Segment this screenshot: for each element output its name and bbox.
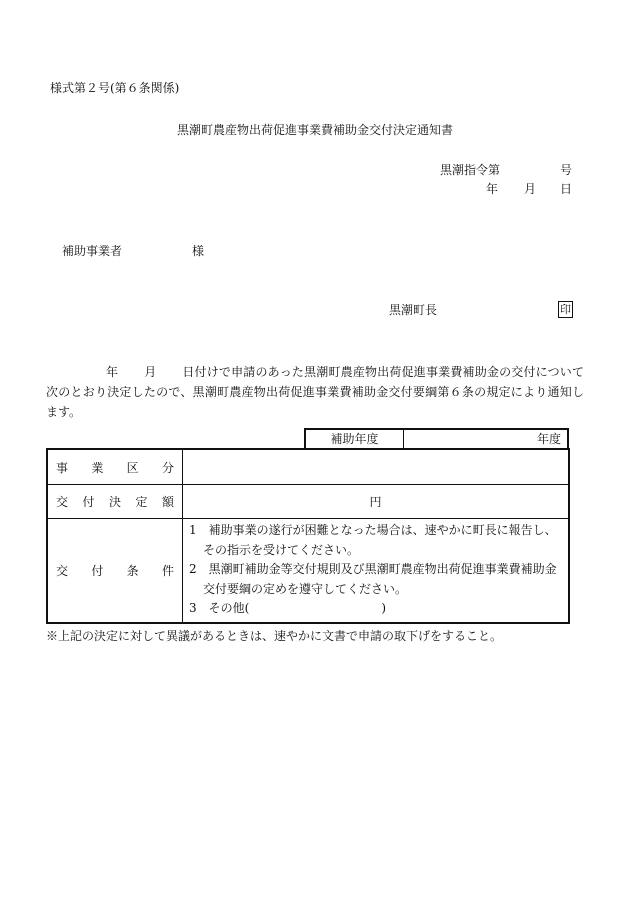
label-char: 件 — [161, 563, 174, 578]
label-char: 業 — [91, 460, 104, 475]
date-year: 年 — [486, 182, 499, 196]
recipient-label: 補助事業者 — [62, 244, 123, 258]
document-title: 黒潮町農産物出荷促進事業費補助金交付決定通知書 — [176, 123, 453, 137]
conditions-list — [189, 521, 557, 619]
condition-item-2-cont: 交付要綱の定めを遵守してください。 — [203, 581, 408, 596]
fiscal-year-label: 補助年度 — [306, 430, 404, 448]
label-char: 分 — [161, 460, 174, 475]
body-year: 年 — [106, 365, 119, 379]
notice-body — [46, 362, 584, 422]
issuer-title: 黒潮町長 — [389, 303, 438, 317]
date-day: 日 — [560, 182, 573, 196]
label-char: 額 — [161, 494, 174, 509]
body-line2: 次のとおり決定したので、黒潮町農産物出荷促進事業費補助金交付要綱第６条の規定により通知します。 — [46, 385, 584, 419]
recipient-honorific: 様 — [192, 244, 205, 258]
conditions-label — [48, 518, 183, 622]
label-char: 条 — [126, 563, 139, 578]
grant-amount-label — [48, 484, 183, 518]
label-char: 付 — [91, 563, 104, 578]
body-line1: 日付けで申請のあった黒潮町農産物出荷促進事業費補助金の交付について — [182, 365, 584, 379]
project-category-label — [48, 450, 183, 484]
label-char: 定 — [135, 494, 148, 509]
footnote: ※上記の決定に対して異議があるときは、速やかに文書で申請の取下げをすること。 — [46, 629, 503, 643]
table-row-project-category — [48, 450, 568, 485]
label-char: 事 — [56, 460, 69, 475]
label-char: 交 — [56, 563, 69, 578]
form-number: 様式第２号(第６条関係) — [50, 81, 180, 95]
document-number-suffix: 号 — [560, 163, 573, 177]
body-month: 月 — [144, 365, 157, 379]
table-row-grant-amount — [48, 484, 568, 519]
condition-item-2: 2 黒潮町補助金等交付規則及び黒潮町農産物出荷促進事業費補助金 — [189, 562, 557, 576]
label-char: 区 — [126, 460, 139, 475]
fiscal-year-suffix: 年度 — [536, 432, 561, 446]
project-category-value — [183, 450, 568, 484]
label-char: 交 — [56, 494, 69, 509]
document-number-label: 黒潮指令第 — [440, 163, 501, 177]
decision-table — [46, 448, 570, 624]
table-row-conditions — [48, 518, 568, 622]
label-char: 付 — [82, 494, 95, 509]
grant-amount-value — [183, 484, 568, 518]
condition-item-3: 3 その他( ) — [189, 601, 386, 615]
date-month: 月 — [524, 182, 537, 196]
label-char: 決 — [108, 494, 121, 509]
yen-unit: 円 — [369, 494, 382, 509]
condition-item-1-cont: その指示を受けてください。 — [203, 542, 360, 557]
condition-item-1: 1 補助事業の遂行が困難となった場合は、速やかに町長に報告し、 — [189, 523, 557, 537]
conditions-value — [183, 518, 568, 622]
fiscal-year-box — [304, 428, 569, 448]
seal-mark: 印 — [560, 303, 571, 316]
